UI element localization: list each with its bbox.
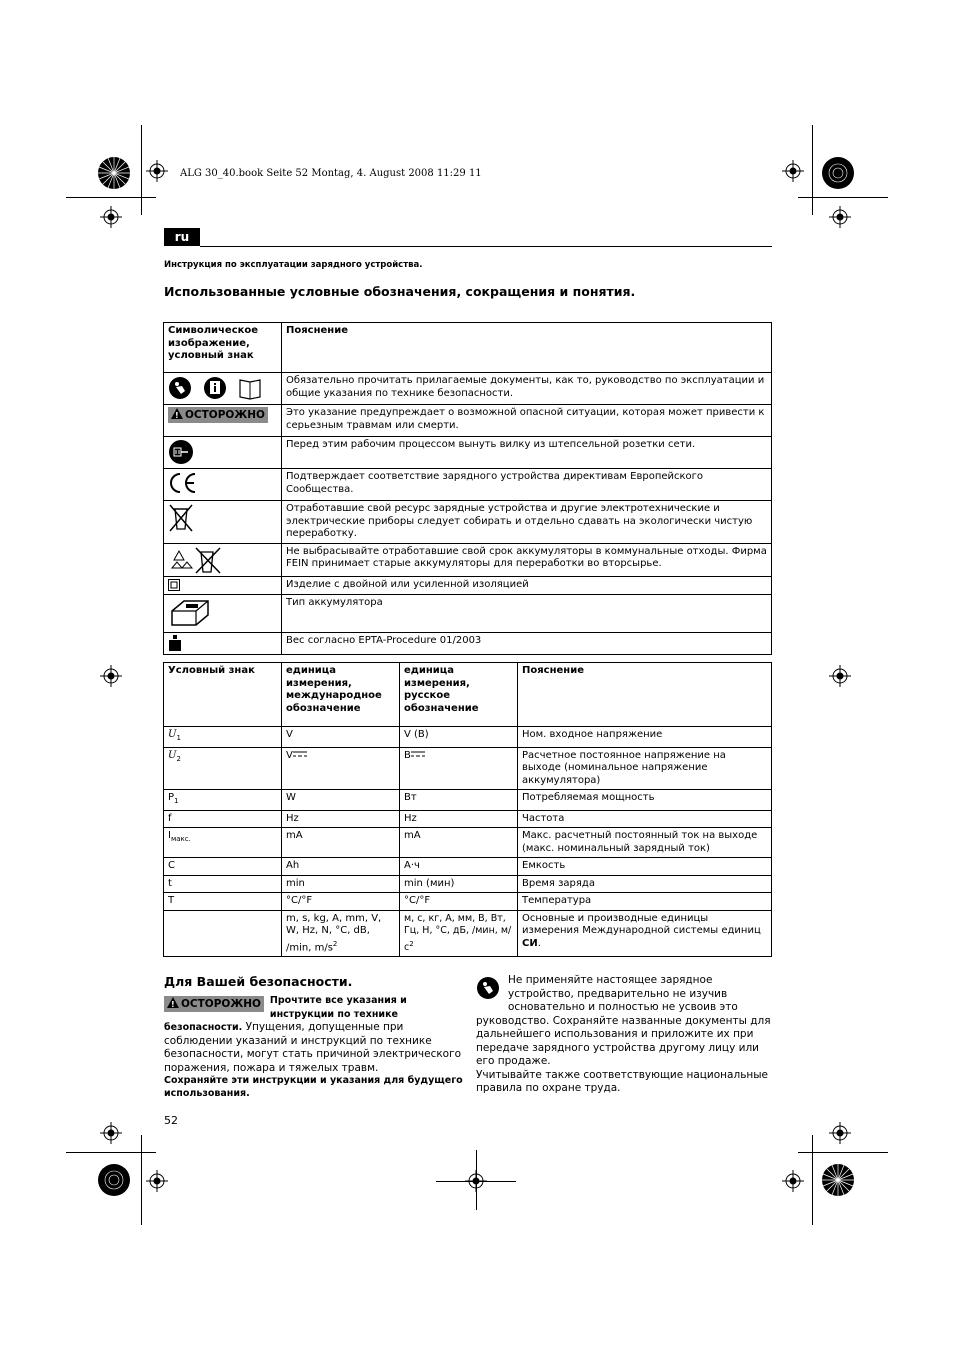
unit-symbol: $I_{макс.}$ — [164, 828, 282, 858]
registration-target-icon — [782, 1170, 804, 1192]
crop-mark — [798, 1152, 888, 1153]
units-header-explanation: Пояснение — [518, 663, 772, 727]
unit-international: m, s, kg, A, mm, V, W, Hz, N, °C, dB, /min, $m/s^2$ — [282, 910, 400, 957]
registration-rosette-icon — [821, 1163, 855, 1197]
unit-symbol: $U_2$ — [164, 747, 282, 790]
registration-rosette-icon — [97, 1163, 131, 1197]
symbol-cell — [164, 373, 282, 405]
crop-mark — [141, 1135, 142, 1225]
dc-symbol-icon — [411, 750, 425, 758]
crop-mark — [66, 197, 156, 198]
unit-russian: Hz — [400, 810, 518, 828]
unit-explanation: Ном. входное напряжение — [518, 727, 772, 748]
units-table — [163, 662, 772, 957]
battery-pack-icon — [168, 597, 212, 629]
table-row — [164, 910, 772, 957]
symbol-explanation: Обязательно прочитать прилагаемые документы, как то, руководство по эксплуатации и общие указания по технике безопасности. — [282, 373, 772, 405]
table-row — [164, 727, 772, 748]
safety-keep-instructions: Сохраняйте эти инструкции и указания для будущего использования. — [164, 1075, 463, 1099]
unit-explanation: Частота — [518, 810, 772, 828]
unit-russian: °C/°F — [400, 893, 518, 911]
warning-badge-icon: !ОСТОРОЖНО — [164, 996, 264, 1012]
unit-russian: mA — [400, 828, 518, 858]
warning-badge-icon: !ОСТОРОЖНО — [168, 407, 268, 423]
unplug-icon — [168, 439, 194, 465]
unit-international: V — [282, 747, 400, 790]
double-insulation-icon — [168, 579, 180, 591]
safety-left-column — [164, 994, 464, 1100]
symbol-cell — [164, 405, 282, 437]
ce-mark-icon — [168, 471, 198, 495]
registration-target-icon — [782, 160, 804, 182]
unit-international: W — [282, 790, 400, 811]
crop-mark — [798, 197, 888, 198]
safety-right-text-2: Учитывайте также соответствующие национальные правила по охране труда. — [476, 1068, 768, 1094]
registration-target-icon — [146, 1170, 168, 1192]
registration-target-icon — [829, 665, 851, 687]
unit-international: V — [282, 727, 400, 748]
registration-target-icon — [100, 1122, 122, 1144]
symbol-cell — [164, 501, 282, 544]
symbols-table — [163, 322, 772, 655]
unit-explanation: Емкость — [518, 858, 772, 876]
registration-target-icon — [829, 1122, 851, 1144]
unit-international: Hz — [282, 810, 400, 828]
units-header-symbol: Условный знак — [164, 663, 282, 727]
unit-explanation: Расчетное постоянное напряжение на выходе (номинальное напряжение аккумулятора) — [518, 747, 772, 790]
unit-international: mA — [282, 828, 400, 858]
symbol-explanation: Подтверждает соответствие зарядного устройства директивам Европейского Сообщества. — [282, 469, 772, 501]
symbols-header-explanation: Пояснение — [282, 323, 772, 373]
unit-symbol: t — [164, 875, 282, 893]
safety-body-text: Упущения, допущенные при соблюдении указаний и инструкций по технике безопасности, могут стать причиной электрического поражения, пожара и тяжелых травм. — [164, 1021, 462, 1074]
dc-symbol-icon — [293, 750, 307, 758]
registration-target-icon — [100, 206, 122, 228]
registration-target-icon — [100, 665, 122, 687]
crop-mark — [66, 1152, 156, 1153]
table-row — [164, 858, 772, 876]
unit-russian: B — [400, 747, 518, 790]
table-row — [164, 810, 772, 828]
weight-icon — [168, 635, 182, 651]
unit-international: °C/°F — [282, 893, 400, 911]
section-title: Использованные условные обозначения, сокращения и понятия. — [164, 284, 636, 299]
symbol-cell — [164, 543, 282, 576]
symbol-cell — [164, 437, 282, 469]
unit-explanation: Температура — [518, 893, 772, 911]
print-header: ALG 30_40.book Seite 52 Montag, 4. August 2008 11:29 11 — [180, 168, 482, 179]
header-rule — [200, 246, 772, 247]
unit-russian: м, с, кг, А, мм, В, Вт, Гц, Н, °С, дБ, /мин, $м/с^2$ — [400, 910, 518, 957]
unit-explanation: Потребляемая мощность — [518, 790, 772, 811]
unit-symbol — [164, 910, 282, 957]
symbol-explanation: Это указание предупреждает о возможной опасной ситуации, которая может привести к серьезным травмам или смерти. — [282, 405, 772, 437]
symbol-explanation: Отработавшие свой ресурс зарядные устройства и другие электротехнические и электрические приборы следует собирать и отдельно сдавать на экологически чистую переработку. — [282, 501, 772, 544]
unit-international: min — [282, 875, 400, 893]
symbols-header-symbol: Символическое изображение, условный знак — [164, 323, 282, 373]
safety-bold-instruction: Прочтите все указания и инструкции по технике безопасности. — [164, 995, 407, 1033]
unit-russian: V (B) — [400, 727, 518, 748]
crop-mark — [812, 125, 813, 215]
unit-symbol: C — [164, 858, 282, 876]
symbol-explanation: Тип аккумулятора — [282, 595, 772, 633]
language-badge: ru — [164, 228, 200, 246]
table-row — [164, 747, 772, 790]
unit-symbol: $P_1$ — [164, 790, 282, 811]
crop-mark — [141, 125, 142, 215]
table-row — [164, 893, 772, 911]
table-row — [164, 875, 772, 893]
symbol-cell — [164, 469, 282, 501]
unit-international: Ah — [282, 858, 400, 876]
units-header-international: единица измерения, международное обозначение — [282, 663, 400, 727]
table-row — [164, 790, 772, 811]
registration-target-icon — [146, 160, 168, 182]
page-number: 52 — [164, 1114, 178, 1127]
safety-right-text: Не применяйте настоящее зарядное устройство, предварительно не изучив основательно и полностью не усвоив это руководство. Сохраняйте названные документы для дальнейшего использования и приложите их при передаче зарядного устройства другому лицу или его продаже. — [476, 974, 771, 1067]
registration-rosette-icon — [821, 156, 855, 190]
unit-explanation: Основные и производные единицы измерения Международной системы единиц СИ. — [518, 910, 772, 957]
unit-explanation: Макс. расчетный постоянный ток на выходе (макс. номинальный зарядный ток) — [518, 828, 772, 858]
unit-symbol: f — [164, 810, 282, 828]
safety-right-column — [476, 974, 776, 1096]
safety-title: Для Вашей безопасности. — [164, 974, 353, 989]
unit-symbol: $U_1$ — [164, 727, 282, 748]
symbol-explanation: Изделие с двойной или усиленной изоляцией — [282, 576, 772, 595]
crop-mark — [812, 1135, 813, 1225]
crop-mark — [436, 1181, 516, 1182]
unit-explanation: Время заряда — [518, 875, 772, 893]
unit-symbol: T — [164, 893, 282, 911]
crop-mark — [476, 1150, 477, 1210]
registration-rosette-icon — [97, 156, 131, 190]
unit-russian: Вт — [400, 790, 518, 811]
symbol-cell — [164, 576, 282, 595]
crossed-bin-icon — [168, 503, 194, 533]
table-row — [164, 828, 772, 858]
read-documents-icon — [168, 375, 276, 401]
units-header-russian: единица измерения, русское обозначение — [400, 663, 518, 727]
document-subtitle: Инструкция по эксплуатации зарядного устройства. — [164, 260, 423, 270]
read-manual-icon — [476, 976, 500, 1000]
unit-russian: min (мин) — [400, 875, 518, 893]
battery-recycling-icon — [168, 546, 224, 574]
unit-russian: А·ч — [400, 858, 518, 876]
registration-target-icon — [829, 206, 851, 228]
symbol-cell — [164, 633, 282, 655]
symbol-cell — [164, 595, 282, 633]
symbol-explanation: Перед этим рабочим процессом вынуть вилку из штепсельной розетки сети. — [282, 437, 772, 469]
symbol-explanation: Вес согласно EPTA-Procedure 01/2003 — [282, 633, 772, 655]
symbol-explanation: Не выбрасывайте отработавшие свой срок аккумуляторы в коммунальные отходы. Фирма FEIN принимает старые аккумуляторы для переработки во вторсырье. — [282, 543, 772, 576]
